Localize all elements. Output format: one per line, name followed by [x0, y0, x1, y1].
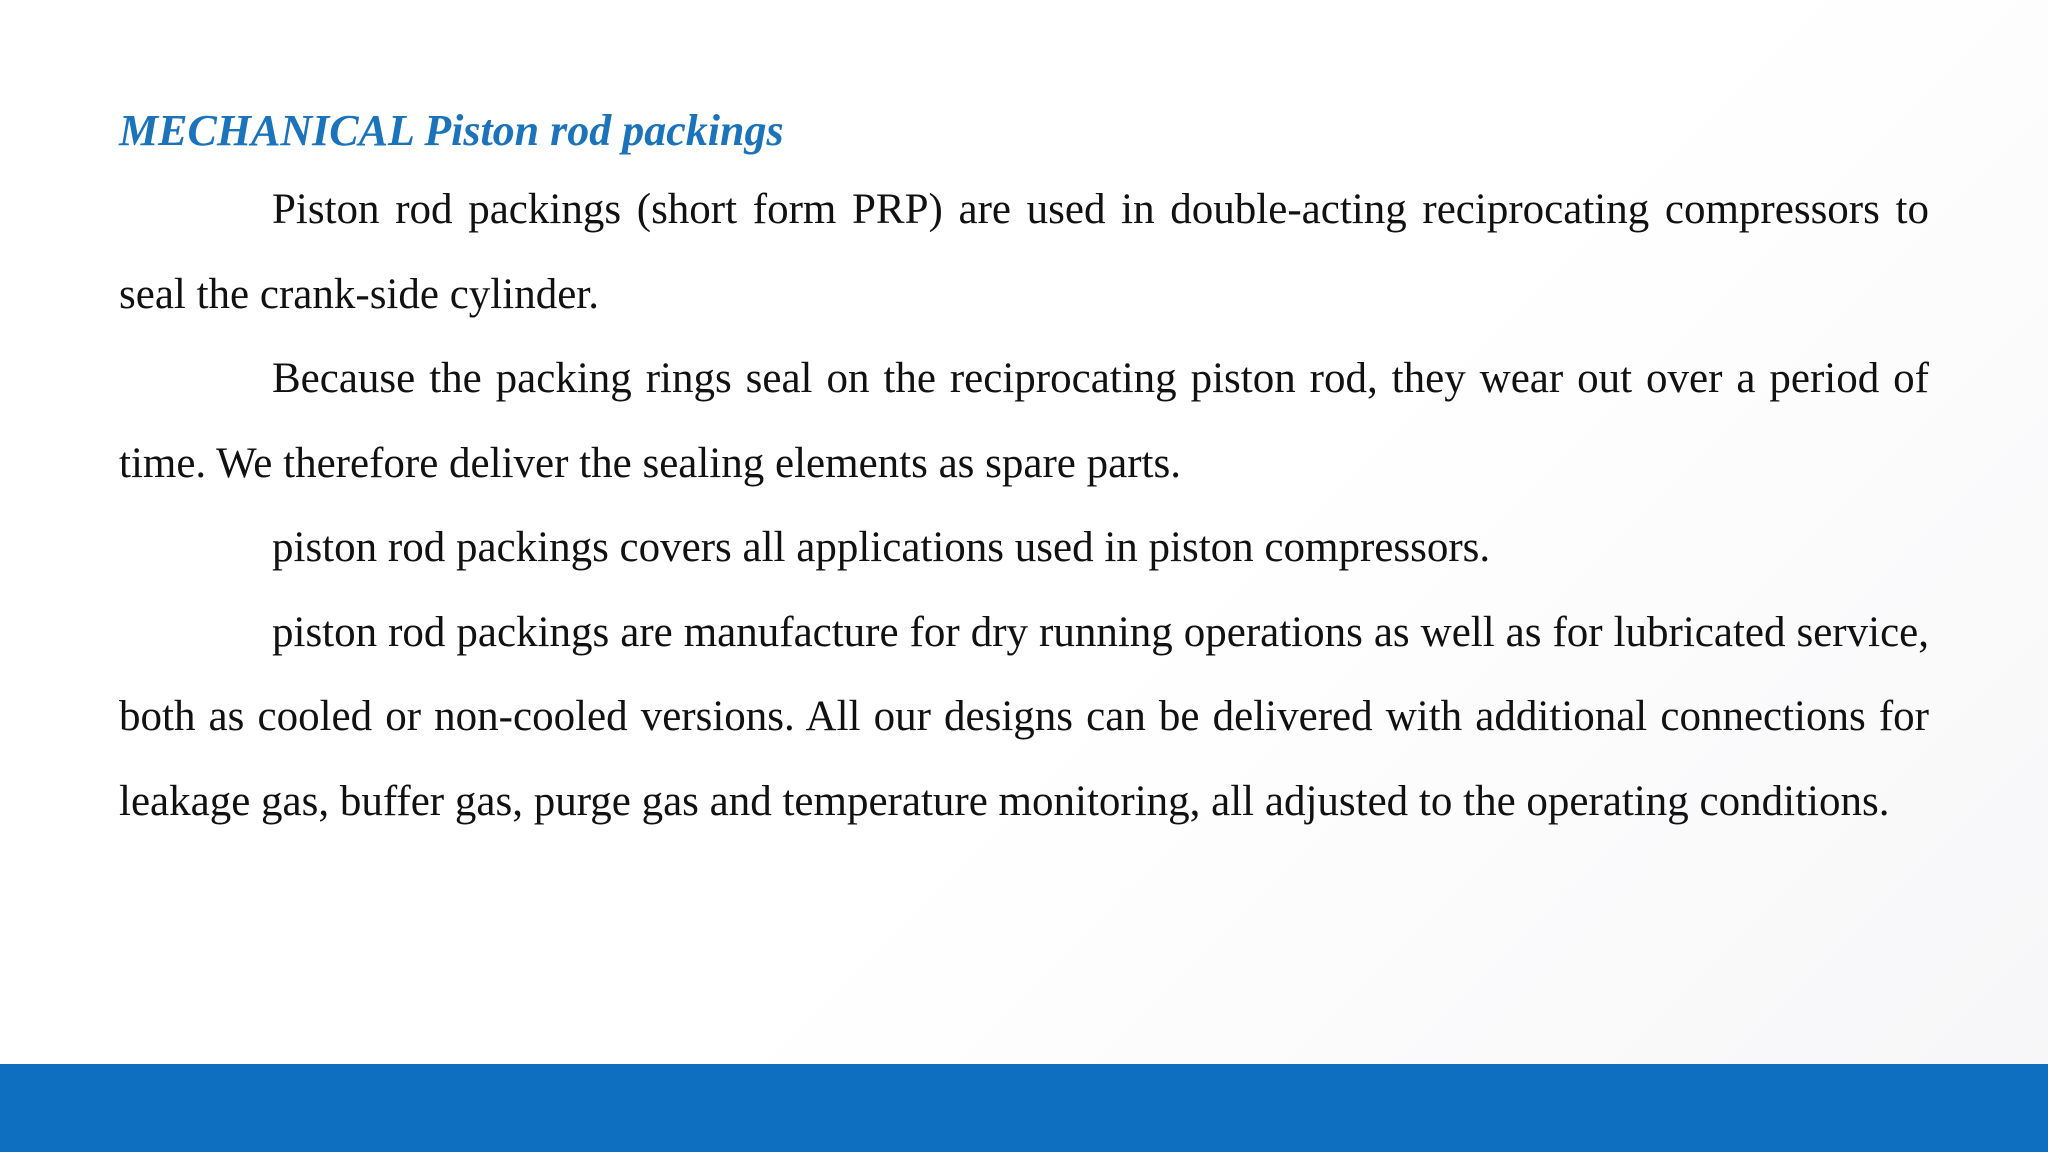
paragraph-prp-definition: Piston rod packings (short form PRP) are used in double-acting reciprocating compressors to seal the crank-side cylinder.: [119, 186, 1929, 318]
paragraph-wear-spare-parts: Because the packing rings seal on the reciprocating piston rod, they wear out over a period of time. We therefore deliver the sealing elements as spare parts.: [119, 355, 1929, 487]
footer-bar: [0, 1064, 2048, 1152]
paragraph-versions-connections: piston rod packings are manufacture for dry running operations as well as for lubricated service, both as cooled or non-cooled versions. All our designs can be delivered with additional connections for leakage gas, buffer gas, purge gas and temperature monitoring, all adjusted to the operating conditions.: [119, 608, 1929, 825]
slide-content: [119, 96, 1929, 844]
slide-title: MECHANICAL Piston rod packings: [119, 106, 784, 155]
paragraph-applications: piston rod packings covers all applications used in piston compressors.: [272, 524, 1491, 571]
